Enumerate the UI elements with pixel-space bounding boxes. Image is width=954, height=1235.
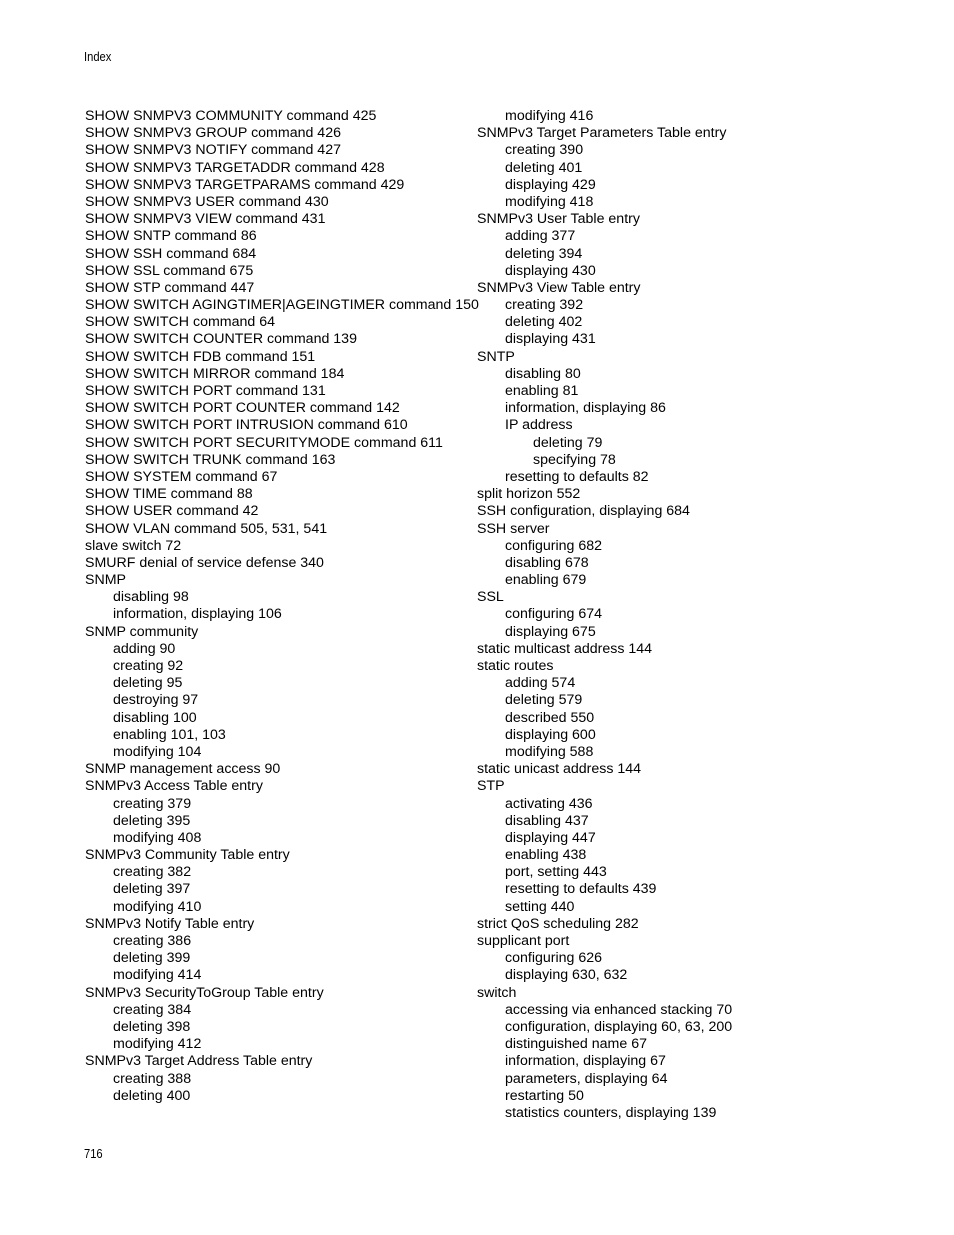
index-subentry: configuration, displaying 60, 63, 200 <box>505 1018 733 1035</box>
index-subentry: enabling 679 <box>505 572 587 589</box>
index-entry: SNMPv3 Notify Table entry <box>85 915 255 932</box>
index-entry: SNTP <box>477 348 515 365</box>
index-entry: SHOW SWITCH PORT COUNTER command 142 <box>85 400 400 417</box>
index-entry: SNMPv3 Community Table entry <box>85 847 290 864</box>
index-subentry: adding 377 <box>505 228 576 245</box>
index-entry: SHOW SWITCH COUNTER command 139 <box>85 331 357 348</box>
index-subentry: modifying 416 <box>505 108 594 124</box>
index-subentry: modifying 412 <box>113 1036 202 1053</box>
index-entry: static unicast address 144 <box>477 761 642 778</box>
index-subentry: IP address <box>505 417 573 434</box>
index-subentry: information, displaying 86 <box>505 400 666 417</box>
index-subentry: deleting 402 <box>505 314 583 331</box>
index-entry: SHOW VLAN command 505, 531, 541 <box>85 520 328 537</box>
index-subentry: displaying 447 <box>505 829 596 846</box>
index-subentry: disabling 98 <box>113 589 189 606</box>
index-entry: SHOW SNTP command 86 <box>85 228 257 245</box>
index-entry: SHOW SNMPV3 NOTIFY command 427 <box>85 142 341 159</box>
index-entry: SNMP management access 90 <box>85 761 281 778</box>
index-entry: SHOW SYSTEM command 67 <box>85 468 278 485</box>
index-entry: strict QoS scheduling 282 <box>477 915 639 932</box>
index-entry: SNMP <box>85 572 126 589</box>
index-entry: SHOW SWITCH PORT SECURITYMODE command 611 <box>85 434 443 451</box>
index-subentry: enabling 438 <box>505 847 587 864</box>
index-entry: SHOW SWITCH TRUNK command 163 <box>85 451 336 468</box>
index-subentry: deleting 399 <box>113 950 191 967</box>
index-entry: slave switch 72 <box>85 537 182 554</box>
index-subentry: creating 390 <box>505 142 584 159</box>
index-entry: SHOW SNMPV3 TARGETADDR command 428 <box>85 159 385 176</box>
index-subentry: adding 90 <box>113 640 176 657</box>
index-entry: SNMPv3 View Table entry <box>477 279 641 296</box>
index-entry: static routes <box>477 658 554 674</box>
index-entry: SNMPv3 Access Table entry <box>85 778 263 795</box>
index-subentry: information, displaying 67 <box>505 1053 666 1070</box>
index-subentry: disabling 678 <box>505 554 589 571</box>
index-subentry: creating 386 <box>113 933 192 950</box>
index-entry: SNMPv3 User Table entry <box>477 211 640 228</box>
index-entry: SMURF denial of service defense 340 <box>85 554 324 571</box>
index-subentry: deleting 397 <box>113 881 191 898</box>
index-subentry: configuring 682 <box>505 537 603 554</box>
index-subentry: specifying 78 <box>533 451 616 468</box>
index-subentry: creating 379 <box>113 795 192 812</box>
index-entry: SHOW TIME command 88 <box>85 486 253 503</box>
index-entry: SHOW SWITCH command 64 <box>85 314 275 331</box>
index-subentry: displaying 675 <box>505 623 596 640</box>
index-subentry: modifying 418 <box>505 193 594 210</box>
index-entry: SHOW SWITCH MIRROR command 184 <box>85 365 345 382</box>
index-subentry: deleting 398 <box>113 1018 191 1035</box>
index-subentry: displaying 630, 632 <box>505 967 628 984</box>
index-subentry: disabling 80 <box>505 365 581 382</box>
index-entry: SHOW SWITCH FDB command 151 <box>85 348 316 365</box>
index-entry: switch <box>477 984 517 1001</box>
index-subentry: disabling 437 <box>505 812 589 829</box>
index-subentry: creating 388 <box>113 1070 192 1087</box>
index-subentry: deleting 579 <box>505 692 583 709</box>
index-entry: SSH server <box>477 520 550 537</box>
running-head: Index <box>84 49 112 64</box>
index-entry: SHOW SSH command 684 <box>85 245 257 262</box>
index-entry: SHOW SNMPV3 GROUP command 426 <box>85 125 341 142</box>
index-entry: SHOW SNMPV3 VIEW command 431 <box>85 211 326 228</box>
index-subentry: displaying 429 <box>505 176 596 193</box>
index-subentry: deleting 395 <box>113 812 191 829</box>
index-entry: SHOW SNMPV3 USER command 430 <box>85 193 329 210</box>
index-entry: SSL <box>477 589 504 606</box>
index-entry: STP <box>477 778 505 795</box>
page-number: 716 <box>84 1146 103 1161</box>
index-subentry: destroying 97 <box>113 692 199 709</box>
index-subentry: deleting 401 <box>505 159 583 176</box>
index-subentry: creating 382 <box>113 864 192 881</box>
index-subentry: creating 384 <box>113 1001 192 1018</box>
index-subentry: deleting 394 <box>505 245 583 262</box>
index-subentry: modifying 414 <box>113 967 202 984</box>
index-entry: SSH configuration, displaying 684 <box>477 503 690 520</box>
index-entry: SHOW SWITCH AGINGTIMER|AGEINGTIMER command 150 <box>85 297 479 314</box>
index-subentry: configuring 626 <box>505 950 603 967</box>
index-subentry: information, displaying 106 <box>113 606 282 623</box>
index-subentry: described 550 <box>505 709 595 726</box>
index-subentry: deleting 79 <box>533 434 603 451</box>
index-subentry: deleting 400 <box>113 1087 191 1104</box>
index-subentry: deleting 95 <box>113 675 183 692</box>
index-entry: SHOW USER command 42 <box>85 503 259 520</box>
index-subentry: distinguished name 67 <box>505 1036 647 1053</box>
index-subentry: displaying 600 <box>505 726 596 743</box>
index-entry: SNMPv3 Target Parameters Table entry <box>477 125 727 142</box>
index-subentry: parameters, displaying 64 <box>505 1070 668 1087</box>
index-subentry: resetting to defaults 82 <box>505 468 649 485</box>
index-entry: static multicast address 144 <box>477 640 653 657</box>
index-column-left <box>85 108 505 1105</box>
index-subentry: port, setting 443 <box>505 864 607 881</box>
index-entry: SNMPv3 Target Address Table entry <box>85 1053 313 1070</box>
index-subentry: resetting to defaults 439 <box>505 881 657 898</box>
index-subentry: creating 392 <box>505 297 584 314</box>
index-subentry: configuring 674 <box>505 606 603 623</box>
index-subentry: accessing via enhanced stacking 70 <box>505 1001 733 1018</box>
index-entry: SHOW SSL command 675 <box>85 262 254 279</box>
index-subentry: modifying 410 <box>113 898 202 915</box>
index-entry: SHOW SWITCH PORT command 131 <box>85 383 326 400</box>
index-subentry: enabling 81 <box>505 383 579 399</box>
index-subentry: modifying 104 <box>113 743 202 760</box>
index-column-right <box>477 108 897 1122</box>
index-subentry: displaying 431 <box>505 331 596 348</box>
index-subentry: creating 92 <box>113 658 184 675</box>
index-subentry: activating 436 <box>505 795 593 812</box>
index-entry: SHOW SWITCH PORT INTRUSION command 610 <box>85 417 408 434</box>
index-entry: supplicant port <box>477 933 570 949</box>
index-entry: SNMP community <box>85 623 199 640</box>
index-subentry: restarting 50 <box>505 1087 584 1104</box>
index-subentry: disabling 100 <box>113 709 197 726</box>
index-entry: SHOW STP command 447 <box>85 279 255 296</box>
index-subentry: modifying 408 <box>113 829 202 846</box>
index-entry: SNMPv3 SecurityToGroup Table entry <box>85 984 324 1001</box>
index-subentry: adding 574 <box>505 675 576 692</box>
index-subentry: modifying 588 <box>505 743 594 760</box>
index-subentry: displaying 430 <box>505 262 596 279</box>
index-entry: split horizon 552 <box>477 486 581 503</box>
index-subentry: setting 440 <box>505 898 575 915</box>
index-subentry: statistics counters, displaying 139 <box>505 1104 717 1121</box>
index-entry: SHOW SNMPV3 COMMUNITY command 425 <box>85 108 377 124</box>
index-entry: SHOW SNMPV3 TARGETPARAMS command 429 <box>85 176 405 193</box>
index-subentry: enabling 101, 103 <box>113 726 226 743</box>
